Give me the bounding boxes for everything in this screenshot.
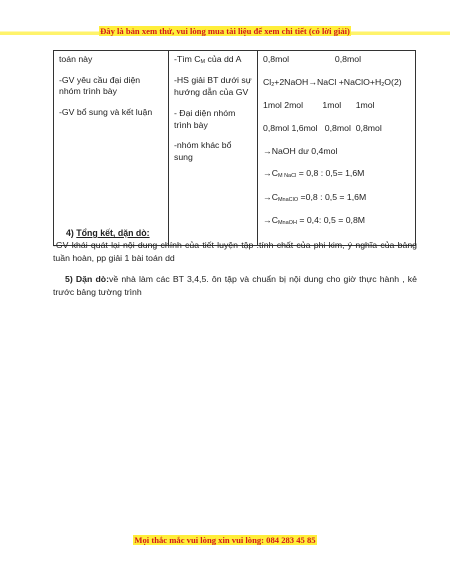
section-5-body: về nhà làm các BT 3,4,5. ôn tập và chuẩn bị nội dung cho giờ thực hành , kẻ trước bảng tường trình — [53, 274, 417, 298]
teacher-line: -GV bổ sung và kết luận — [59, 107, 153, 118]
content-line: 0,8mol 0,8mol — [263, 54, 362, 64]
student-line — [174, 54, 252, 66]
teacher-line: -GV yêu cầu đại diện nhóm trình bày — [59, 74, 141, 97]
text-span: +2NaOH→NaCl +NaClO+H — [274, 76, 382, 87]
text-span: = 0,4: 0,5 = 0,8M — [296, 215, 366, 226]
subscript: M — [200, 59, 206, 65]
content-line: 1mol 2mol 1mol 1mol — [263, 100, 375, 111]
section-5-paragraph — [53, 273, 417, 300]
concentration-line — [263, 215, 410, 227]
text-span: = 0,8 : 0,5= 1,6M — [296, 168, 365, 179]
subscript: M NaCl — [277, 173, 297, 180]
text-span: của dd A — [205, 54, 242, 64]
text-span: -Tìm C — [174, 54, 201, 64]
teacher-activity-cell — [54, 51, 169, 246]
lesson-table — [53, 50, 416, 246]
table-row — [54, 51, 416, 246]
text-span: O(2) — [384, 76, 402, 87]
content-line: →NaOH dư 0,4mol — [263, 145, 338, 156]
concentration-line — [263, 168, 410, 180]
equation-line — [263, 77, 410, 89]
section-4-body: -GV khái quát lại nội dung chính của tiết luyện tập :tính chất của phi kim, ý nghĩa của bảng tuần hoàn, pp giải 1 bài toán dd — [53, 240, 417, 264]
subscript: 2 — [271, 81, 275, 88]
section-number: 4) — [66, 228, 77, 238]
contact-footer — [0, 535, 450, 545]
subscript: MnaClO — [277, 196, 299, 203]
section-4-heading — [66, 228, 150, 238]
text-span: =0,8 : 0,5 = 1,6M — [298, 191, 367, 202]
subscript: 2 — [381, 81, 385, 88]
text-span: →C — [263, 168, 278, 179]
concentration-line — [263, 192, 410, 204]
preview-banner-text: Đây là bản xem thử, vui lòng mua tài liệu để xem chi tiết (có lời giải) — [100, 26, 350, 36]
student-line: -nhóm khác bổ sung — [174, 140, 232, 163]
student-activity-cell — [169, 51, 258, 246]
student-line: - Đại diện nhóm trình bày — [174, 107, 236, 130]
contact-footer-text: Mọi thắc mắc vui lòng xin vui lòng: 084 283 45 85 — [134, 535, 316, 545]
preview-banner — [0, 26, 450, 36]
text-span: Cl — [263, 76, 272, 87]
student-line: -HS giải BT dưới sự hướng dẫn của GV — [174, 75, 252, 98]
section-title: Tổng kết, dặn dò: — [76, 228, 150, 238]
text-span: →C — [263, 191, 278, 202]
content-cell — [258, 51, 416, 246]
content-line: 0,8mol 1,6mol 0,8mol 0,8mol — [263, 122, 382, 133]
subscript: MnaOH — [277, 220, 297, 227]
teacher-line: toán này — [59, 54, 93, 64]
text-span: →C — [263, 215, 278, 226]
section-5-heading: 5) Dặn dò: — [65, 274, 109, 284]
